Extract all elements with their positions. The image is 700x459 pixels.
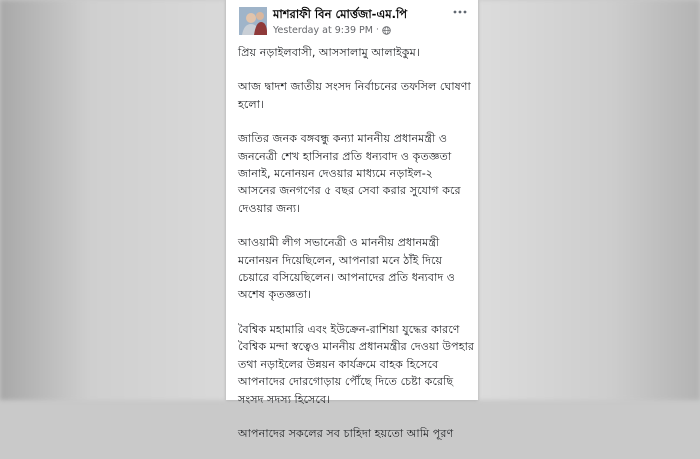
blurred-background-right: [478, 0, 700, 400]
meta-separator: ·: [375, 25, 379, 35]
post-paragraph: আওয়ামী লীগ সভানেত্রী ও মাননীয় প্রধানমন্ত্রী মনোনয়ন দিয়েছিলেন, আপনারা মনে ঠাঁই দিয়ে চেয়ারে বসিয়েছিলেন। আপনাদের প্রতি ধন্যবাদ ও অশেষ কৃতজ্ঞতা।: [238, 236, 456, 302]
author-name[interactable]: মাশরাফী বিন মোর্ত্তজা-এম.পি: [273, 7, 408, 21]
post-paragraph: আপনাদের সকলের সব চাহিদা হয়তো আমি পূরণ: [238, 426, 454, 440]
more-options-icon: [453, 10, 467, 14]
post-paragraph: আজ দ্বাদশ জাতীয় সংসদ নির্বাচনের তফসিল ঘোষণা হলো।: [238, 80, 471, 111]
post-header: [226, 0, 478, 44]
post-body: [238, 44, 474, 459]
avatar-photo-icon: [239, 7, 267, 35]
post-paragraph: বৈশ্বিক মহামারি এবং ইউক্রেন-রাশিয়া যুদ্ধের কারণে বৈশ্বিক মন্দা স্বত্বেও মাননীয় প্রধানমন্ত্রীর দেওয়া উপহার তথা নড়াইলের উন্নয়ন কার্যক্রমে বাহক হিসেবে আপনাদের দোরগোড়ায় পৌঁছে দিতে চেষ্টা করেছি সংসদ সদস্য হিসেবে।: [238, 322, 474, 406]
post-paragraph: জাতির জনক বঙ্গবন্ধু কন্যা মাননীয় প্রধানমন্ত্রী ও জননেত্রী শেখ হাসিনার প্রতি ধন্যবাদ ও কৃতজ্ঞতা জানাই, মনোনয়ন দেওয়ার মাধ্যমে নড়াইল-২ আসনের জনগণের ৫ বছর সেবা করার সুযোগ করে দেওয়ার জন্য।: [238, 132, 461, 215]
globe-icon[interactable]: [382, 26, 391, 35]
blurred-background-left: [0, 0, 226, 400]
author-avatar[interactable]: [239, 7, 267, 35]
post-meta: [273, 24, 391, 36]
post-timestamp[interactable]: Yesterday at 9:39 PM: [273, 24, 373, 36]
post-paragraph: প্রিয় নড়াইলবাসী, আসসালামু আলাইকুম।: [238, 46, 420, 59]
facebook-post-card: [226, 0, 478, 440]
more-options-button[interactable]: [451, 5, 469, 19]
